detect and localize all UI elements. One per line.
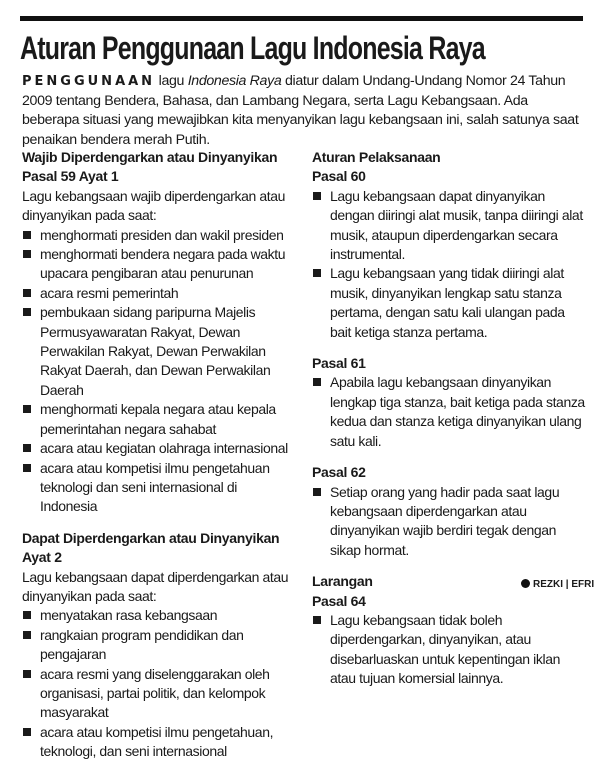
list-item-text: pembukaan sidang paripurna Majelis Permusyawaratan Rakyat, Dewan Perwakilan Rakyat, Dewan Perwakilan Rakyat Daerah, dan Dewan Perwakilan Daerah [40,304,271,398]
bullet-list [312,373,588,451]
square-bullet-icon [23,631,31,639]
section-heading: Dapat Diperdengarkan atau Dinyanyikan [22,529,280,546]
square-bullet-icon [313,269,321,277]
section-heading: Aturan Pelaksanaan [312,149,441,165]
lede-italic: Indonesia Raya [187,73,282,89]
list-item-text: acara resmi yang diselenggarakan oleh organisasi, partai politik, dan kelompok masyarakat [40,665,270,721]
square-bullet-icon [23,670,31,678]
list-item-text: acara atau kompetisi ilmu pengetahuan teknologi dan seni internasional di Indonesia [40,459,270,515]
bullet-list [312,187,588,342]
bullet-list [312,611,588,689]
lede-text: lagu [155,73,188,89]
list-item [312,187,588,265]
list-item [22,400,294,439]
square-bullet-icon [23,611,31,619]
list-item-text: Lagu kebangsaan yang tidak diiringi alat musik, dinyanyikan lengkap satu stanza pertama, dengan satu kali ulangan pada bait ketiga stanza pertama. [330,265,565,340]
section-subheading: Pasal 64 [312,592,366,609]
bullet-list [22,226,294,517]
square-bullet-icon [23,250,31,258]
list-item-text: menyatakan rasa kebangsaan [40,607,218,624]
list-item [22,303,294,400]
list-item [22,245,294,284]
section-intro: Lagu kebangsaan wajib diperdengarkan atau dinyanyikan pada saat: [22,187,286,224]
list-item-text: menghormati bendera negara pada waktu upacara pengibaran atau penurunan [40,246,286,282]
list-item-text: acara atau kompetisi ilmu pengetahuan, teknologi, dan seni internasional [40,723,274,760]
section-subheading: Pasal 61 [312,355,366,372]
list-item [22,284,294,303]
list-item [22,626,294,665]
top-rule [20,16,583,21]
square-bullet-icon [313,488,321,496]
section-subheading: Pasal 60 [312,168,366,185]
list-item [312,483,588,561]
list-item-text: Lagu kebangsaan tidak boleh diperdengarkan, dinyanyikan, atau disebarluaskan untuk kepentingan iklan atau tujuan komersial lainnya. [330,611,560,687]
list-item-text: acara atau kegiatan olahraga internasional [40,440,288,457]
list-item [312,611,588,689]
credit-text: REZKI | EFRI [533,579,595,590]
credit-line [521,579,594,590]
list-item [312,264,588,342]
square-bullet-icon [23,444,31,452]
list-item-text: rangkaian program pendidikan dan pengajaran [40,626,244,663]
lede-text-rest: diatur dalam Undang-Undang Nomor 24 Tahun 2009 tentang Bendera, Bahasa, dan Lambang Negara, serta Lagu Kebangsaan. Ada beberapa situasi yang mewajibkan kita menyanyikan lagu kebangsaan ini, salah satunya saat penaikan bendera merah Putih. [22,73,579,148]
bullet-list [312,483,588,561]
list-item-text: Apabila lagu kebangsaan dinyanyikan lengkap tiga stanza, bait ketiga pada stanza kedua dan stanza ketiga dinyanyikan ulang satu kali. [330,374,585,449]
list-item [22,606,294,625]
list-item [22,439,294,458]
list-item-text: menghormati presiden dan wakil presiden [40,226,284,243]
bullet-list [22,606,294,761]
section-heading: Larangan [312,573,373,590]
section-subheading: Pasal 62 [312,464,366,481]
square-bullet-icon [23,405,31,413]
list-item [22,226,294,245]
section-intro: Lagu kebangsaan dapat diperdengarkan atau dinyanyikan pada saat: [22,568,289,604]
square-bullet-icon [313,192,321,200]
square-bullet-icon [23,308,31,316]
section-subheading: Pasal 59 Ayat 1 [22,168,119,185]
list-item-text: menghormati kepala negara atau kepala pemerintahan negara sahabat [40,401,276,437]
square-bullet-icon [23,231,31,239]
section-subheading: Ayat 2 [22,549,62,566]
left-column [22,148,294,762]
list-item-text: Setiap orang yang hadir pada saat lagu kebangsaan diperdengarkan atau dinyanyikan wajib berdiri tegak dengan sikap hormat. [330,483,560,558]
list-item-text: Lagu kebangsaan dapat dinyanyikan dengan diiringi alat musik, tanpa diiringi alat musik, ataupun diperdengarkan secara instrumental. [330,187,583,263]
list-item [22,723,294,762]
list-item [22,665,294,723]
square-bullet-icon [313,378,321,386]
section-heading: Wajib Diperdengarkan atau Dinyanyikan [22,149,278,165]
list-item [312,373,588,451]
square-bullet-icon [313,616,321,624]
bullet-dot-icon [521,579,530,588]
lede-kicker: PENGGUNAAN [22,74,156,89]
square-bullet-icon [23,728,31,736]
right-column [312,148,588,689]
list-item-text: acara resmi pemerintah [40,284,179,301]
lede-paragraph [22,72,582,150]
list-item [22,459,294,517]
square-bullet-icon [23,289,31,297]
page-title: Aturan Penggunaan Lagu Indonesia Raya [20,30,485,66]
square-bullet-icon [23,464,31,472]
